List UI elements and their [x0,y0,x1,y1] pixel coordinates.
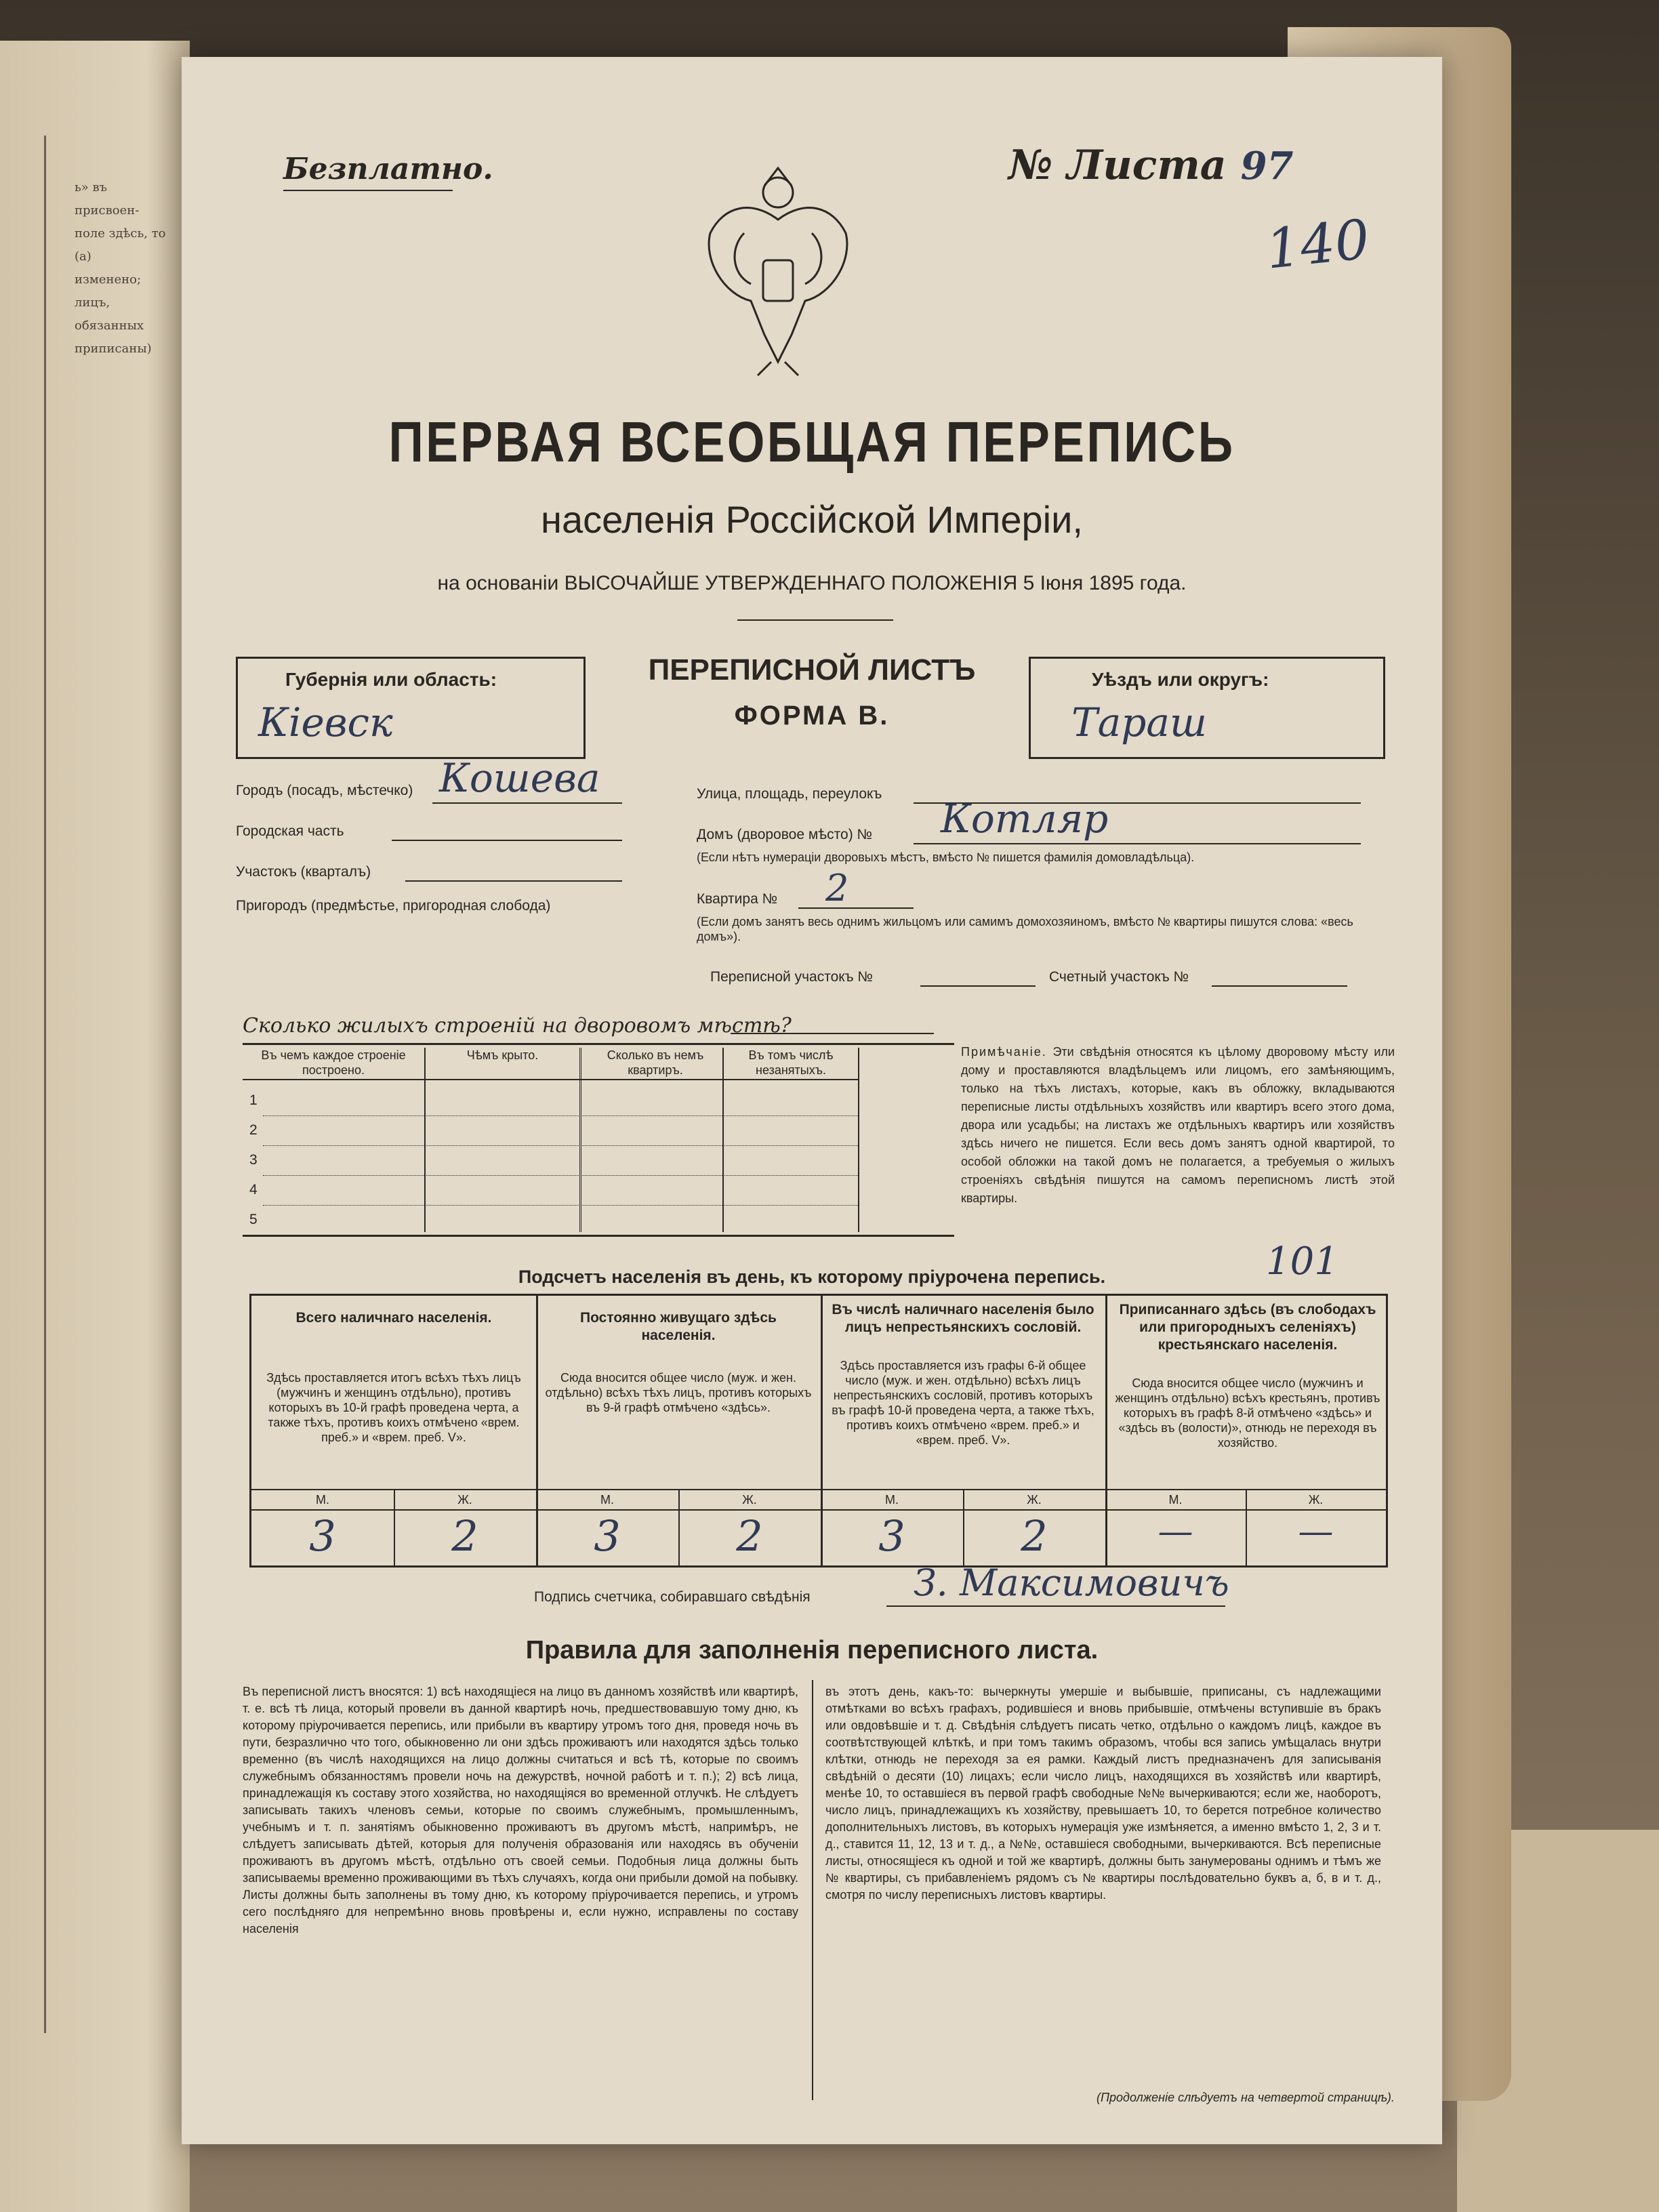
form-name: ФОРМА В. [734,701,890,731]
pop-col-header: Въ числѣ наличнаго населенія было лицъ непрестьянскихъ сословій. [832,1302,1094,1335]
buildings-header: Въ чемъ каждое строеніе построено. [243,1048,426,1232]
city-part-label: Городская часть [236,823,344,839]
sheet-title: ПЕРЕПИСНОЙ ЛИСТЪ [648,653,976,687]
title-divider [737,619,893,621]
row-rule [263,1175,859,1176]
population-title: Подсчетъ населенія въ день, къ которому пріурочена перепись. [518,1267,1106,1287]
pop-col-desc: Здѣсь проставляется итогъ всѣхъ тѣхъ лицъ (мужчинъ и женщинъ отдѣльно), противъ которыхъ въ 10-й графѣ проведена черта, а также тѣхъ, противъ коихъ отмѣчено «врем. преб.» и «врем. преб. V». [266,1371,521,1444]
buildings-header: Сколько въ немъ квартиръ. [588,1048,724,1232]
sheet-number-value: 97 [1240,144,1294,188]
sheet-number-label: № Листа [1008,142,1227,189]
free-label: Безплатно. [283,152,493,186]
census-district-label: Переписной участокъ № [710,969,873,985]
margin-number: 101 [1266,1240,1338,1284]
row-rule [263,1205,859,1206]
apartment-value: 2 [825,867,849,909]
pop-value-m: — [1158,1511,1193,1552]
pop-col-desc: Сюда вносится общее число (мужчинъ и женщинъ отдѣльно) всѣхъ крестьянъ, противъ которыхъ въ графѣ 8-й отмѣчено «здѣсь» и «здѣсь въ (волости)», отнюдь не переходя въ хозяйство. [1115,1376,1380,1450]
left-fragment: ь» въ присвоен- [75,180,140,218]
buildings-row-number: 4 [249,1182,258,1197]
suburb-label: Пригородъ (предмѣстье, пригородная слобода) [236,898,551,914]
f-label: Ж. [1027,1493,1042,1507]
pop-value-f: 2 [1021,1511,1048,1561]
signature-label: Подпись счетчика, собиравшаго свѣдѣнія [534,1589,811,1605]
signature-line [886,1605,1225,1607]
uezd-label: Уѣздъ или округъ: [1092,669,1269,690]
mf-rule [251,1489,1386,1490]
note-label: Примѣчаніе. [961,1045,1047,1059]
buildings-row-number: 1 [249,1092,258,1108]
pop-col-desc: Сюда вносится общее число (муж. и жен. отдѣльно) всѣхъ тѣхъ лицъ, противъ которыхъ въ 9-й графѣ отмѣчено «здѣсь». [545,1371,812,1414]
left-fragment: поле здѣсь, то (а) [75,226,166,264]
pop-value-f: — [1298,1511,1334,1552]
pop-col-header: Всего наличнаго населенія. [295,1310,492,1326]
house-value: Котляр [941,796,1109,842]
row-rule [263,1145,859,1146]
rules-divider [812,1680,813,2100]
m-label: М. [1168,1493,1183,1507]
pop-value-m: 3 [594,1511,621,1561]
apartment-note: (Если домъ занятъ весь однимъ жильцомъ или самимъ домохозяиномъ, вмѣсто № квартиры пишутся слова: «весь домъ»). [697,915,1353,943]
free-underline [283,190,453,191]
district-line [405,880,622,882]
buildings-header: Чѣмъ крыто. [426,1048,581,1232]
f-label: Ж. [457,1493,472,1507]
district-label: Участокъ (кварталъ) [236,864,371,880]
gubernia-box [236,657,586,759]
street-label: Улица, площадь, переулокъ [697,786,882,802]
pop-col-desc: Здѣсь проставляется изъ графы 6-й общее число (муж. и жен. отдѣльно) всѣхъ лицъ непрестьянскихъ сословій, противъ которыхъ въ графѣ 10-й проведена черта, а также тѣхъ, противъ коихъ отмѣчено «врем. преб.» и «врем. преб. V». [832,1359,1094,1447]
pop-col-header: Приписаннаго здѣсь (въ слободахъ или пригородныхъ селеніяхъ) крестьянскаго населенія. [1119,1302,1376,1353]
rules-right-column: въ этотъ день, какъ-то: вычеркнуты умершіе и выбывшіе, приписаны, съ надлежащими отмѣтками во всѣхъ графахъ, родившіеся и вновь прибывшіе, отмѣчены вступившіе въ бракъ или овдовѣвшіе и т. д. Свѣдѣнія слѣдуетъ писать четко, отдѣльно о каждомъ лицѣ, каждое въ соотвѣтствующей клѣткѣ, и при томъ такимъ образомъ, чтобы вся запись умѣщалась внутри клѣтки, отнюдь не переходя за ея рамки. Каждый листъ предназначенъ для записыванія свѣдѣній о десяти (10) лицахъ; если число лицъ, находящихся въ хозяйствѣ или квартирѣ, менѣе 10, то оставшіеся въ первой графѣ свободные №№ вычеркиваются; если же, наоборотъ, число лицъ, принадлежащихъ къ хозяйству, превышаетъ 10, то берется потребное количество дополнительныхъ листовъ, въ которыхъ нумерація уже измѣняется, а именно вмѣсто 1, 2, 3 и т. д., ставится 11, 12, 13 и т. д., а №№, оставшіеся свободными, вычеркиваются. Всѣ переписные листы, относящіеся къ одной и той же квартирѣ, должны быть занумерованы однимъ и тѣмъ же № квартиры, съ прибавленіемъ рядомъ съ № квартиры послѣдовательно буквъ а, б, в и т. д., смотря по числу переписныхъ листовъ квартиры. [825,1685,1381,1902]
value-rule [251,1509,1386,1511]
buildings-row-number: 5 [249,1212,258,1227]
left-fragment: изменено; [75,272,142,287]
signature-value: З. Максимовичъ [914,1561,1229,1604]
left-page-rule [44,136,46,2033]
population-table [249,1294,1388,1568]
city-label: Городъ (посадъ, мѣстечко) [236,783,413,798]
count-district-label: Счетный участокъ № [1049,969,1189,985]
buildings-header: Въ томъ числѣ незанятыхъ. [724,1048,859,1232]
gubernia-value: Кіевск [258,699,393,745]
house-line [914,843,1361,844]
basis-line: на основаніи ВЫСОЧАЙШЕ УТВЕРЖДЕННАГО ПОЛОЖЕНІЯ 5 Іюня 1895 года. [437,572,1187,594]
city-value: Кошева [439,755,600,801]
census-sheet [182,57,1442,2144]
rules-left-column: Въ переписной листъ вносятся: 1) всѣ находящіеся на лицо въ данномъ хозяйствѣ или квартирѣ, т. е. всѣ тѣ лица, который провели въ данной квартирѣ ночь, предшествовавшую тому дню, къ которому пріурочивается перепись, или прибыли въ квартиру утромъ того дня, проведя ночь въ пути, безразлично что того, обыкновенно ли они здѣсь проживаютъ или находятся здѣсь только временно (въ числѣ находящихся на лицо должны считаться и всѣ тѣ, которые по своимъ служебнымъ обязанностямъ провели ночь на дежурствѣ, ночной работѣ и т. п.); 2) всѣ лица, принадлежащія къ составу этого хозяйства, но находящіяся во временной отлучкѣ. Не слѣдуетъ записывать такихъ членовъ семьи, которые по своимъ служебнымъ, промышленнымъ, учебнымъ и т. п. занятіямъ обыкновенно проживаютъ въ другомъ мѣстѣ, напримѣръ, не слѣдуетъ записывать дѣтей, которыя для полученія образованія или находясь въ обученіи проживаютъ въ другомъ мѣстѣ, отдѣльно отъ своей семьи. Подобныя лица должны быть записываемы временно проживающими въ тѣхъ случаяхъ, когда они прибыли домой на побывку. Листы должны быть заполнены въ тому дню, къ которому пріурочивается перепись, и утромъ сего послѣдняго для непремѣнно вновь провѣрены и, если нужно, исправлены по составу населенія [243,1685,798,1936]
gubernia-label: Губернія или область: [285,669,497,690]
uezd-box [1029,657,1385,759]
m-label: М. [316,1493,329,1507]
pop-value-f: 2 [736,1511,763,1561]
buildings-row-number: 3 [249,1152,258,1168]
f-label: Ж. [742,1493,757,1507]
note-block [961,1043,1395,1208]
left-page-fragments [75,176,169,361]
house-label: Домъ (дворовое мѣсто) № [697,827,873,842]
sheet-number [1008,142,1294,189]
buildings-question: Сколько жилыхъ строеній на дворовомъ мѣстѣ? [243,1014,792,1038]
buildings-header-rule [243,1079,859,1080]
house-note: (Если нѣтъ нумераціи дворовыхъ мѣстъ, вмѣсто № пишется фамилія домовладѣльца). [697,851,1195,864]
census-district-line [920,985,1036,987]
city-part-line [392,840,622,841]
buildings-question-line [731,1033,934,1034]
apartment-label: Квартира № [697,891,778,907]
buildings-table [243,1043,954,1237]
double-headed-eagle-emblem [683,159,873,382]
rules-title: Правила для заполненія переписного листа. [525,1636,1099,1664]
note-text: Эти свѣдѣнія относятся къ цѣлому дворовому мѣсту или дому и проставляются владѣльцемъ или лицомъ, его замѣняющимъ, только на тѣхъ листахъ, которые, какъ въ обложку, вкладываются переписные листы отдѣльныхъ хозяйствъ или квартиръ всего этого дома, двора или усадьбы; на листахъ же отдѣльныхъ квартиръ или хозяйствъ здѣсь ничего не пишется. Если весь домъ занятъ одной квартирой, то особой обложки на такой домъ не полагается, а требуемыя о жилыхъ строеніяхъ свѣдѣнія пишутся на самомъ переписномъ листѣ этой квартиры. [961,1045,1395,1205]
m-label: М. [600,1493,614,1507]
count-district-line [1212,985,1347,987]
archive-number: 140 [1263,207,1373,281]
m-label: М. [885,1493,899,1507]
left-fragment: лицъ, обязанных [75,295,144,333]
pop-col-header: Постоянно живущаго здѣсь населенія. [580,1310,777,1343]
city-line [432,802,622,804]
f-label: Ж. [1308,1493,1324,1507]
sub-title: населенія Россійской Имперіи, [541,498,1083,541]
buildings-row-numbers [249,1086,258,1235]
pop-value-m: 3 [878,1511,905,1561]
uezd-value: Тараш [1071,699,1207,745]
main-title: ПЕРВАЯ ВСЕОБЩАЯ ПЕРЕПИСЬ [388,410,1235,474]
left-page [0,41,190,2212]
left-fragment: приписаны) [75,342,152,356]
pop-value-f: 2 [451,1511,478,1561]
rules-continued: (Продолженіе слѣдуетъ на четвертой страницѣ). [1097,2091,1395,2104]
apartment-line [798,907,914,909]
buildings-row-number: 2 [249,1122,258,1138]
row-rule [263,1115,859,1116]
pop-value-m: 3 [309,1511,336,1561]
